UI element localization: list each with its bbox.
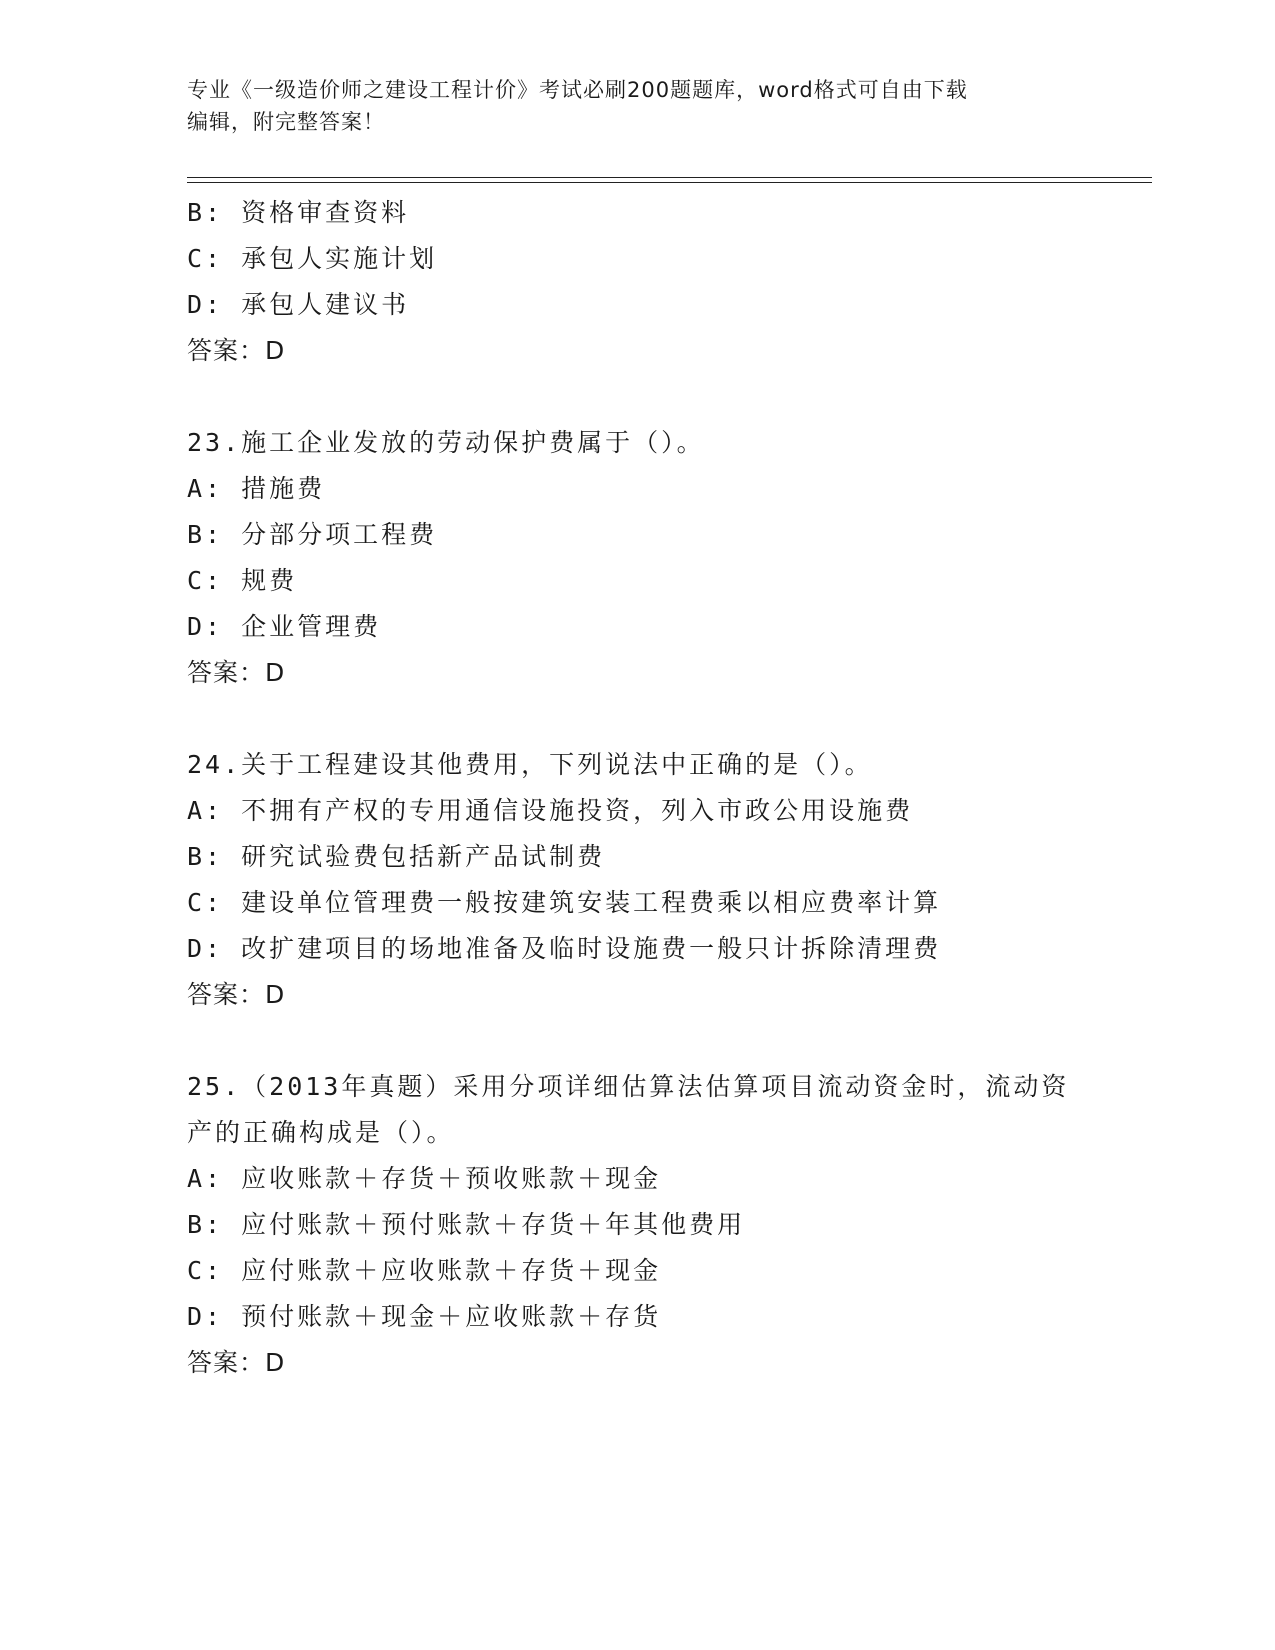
answer-line: 答案：D: [187, 658, 286, 687]
option-d: D: 承包人建议书: [187, 290, 410, 319]
question-24: [187, 742, 1147, 1018]
question-23: [187, 420, 1147, 696]
answer-line: 答案：D: [187, 1348, 286, 1377]
question-stem-continued: 产的正确构成是（）。: [187, 1118, 455, 1147]
question-stem: 23.施工企业发放的劳动保护费属于（）。: [187, 428, 705, 457]
question-stem: 24.关于工程建设其他费用，下列说法中正确的是（）。: [187, 750, 873, 779]
answer-line: 答案：D: [187, 980, 286, 1009]
header-line-2: 编辑，附完整答案！: [187, 110, 385, 134]
option-b: B: 分部分项工程费: [187, 520, 438, 549]
document-header: [187, 74, 1087, 138]
option-b: B: 资格审查资料: [187, 198, 410, 227]
question-25: [187, 1064, 1147, 1386]
spacer: [187, 374, 1147, 420]
option-d: D: 改扩建项目的场地准备及临时设施费一般只计拆除清理费: [187, 934, 942, 963]
option-c: C: 应付账款＋应收账款＋存货＋现金: [187, 1256, 662, 1285]
header-line-1: 专业《一级造价师之建设工程计价》考试必刷200题题库，word格式可自由下载: [187, 78, 968, 102]
spacer: [187, 696, 1147, 742]
option-c: C: 规费: [187, 566, 298, 595]
header-divider-top: [187, 177, 1152, 178]
answer-line: 答案：D: [187, 336, 286, 365]
continued-question: [187, 190, 1147, 374]
option-d: D: 企业管理费: [187, 612, 382, 641]
header-divider-bottom: [187, 182, 1152, 183]
option-c: C: 承包人实施计划: [187, 244, 438, 273]
question-content: [187, 190, 1147, 1386]
spacer: [187, 1018, 1147, 1064]
option-c: C: 建设单位管理费一般按建筑安装工程费乘以相应费率计算: [187, 888, 942, 917]
question-stem: 25.（2013年真题）采用分项详细估算法估算项目流动资金时，流动资: [187, 1072, 1070, 1101]
option-a: A: 措施费: [187, 474, 326, 503]
option-a: A: 应收账款＋存货＋预收账款＋现金: [187, 1164, 662, 1193]
option-b: B: 应付账款＋预付账款＋存货＋年其他费用: [187, 1210, 746, 1239]
option-a: A: 不拥有产权的专用通信设施投资，列入市政公用设施费: [187, 796, 914, 825]
option-b: B: 研究试验费包括新产品试制费: [187, 842, 606, 871]
option-d: D: 预付账款＋现金＋应收账款＋存货: [187, 1302, 662, 1331]
